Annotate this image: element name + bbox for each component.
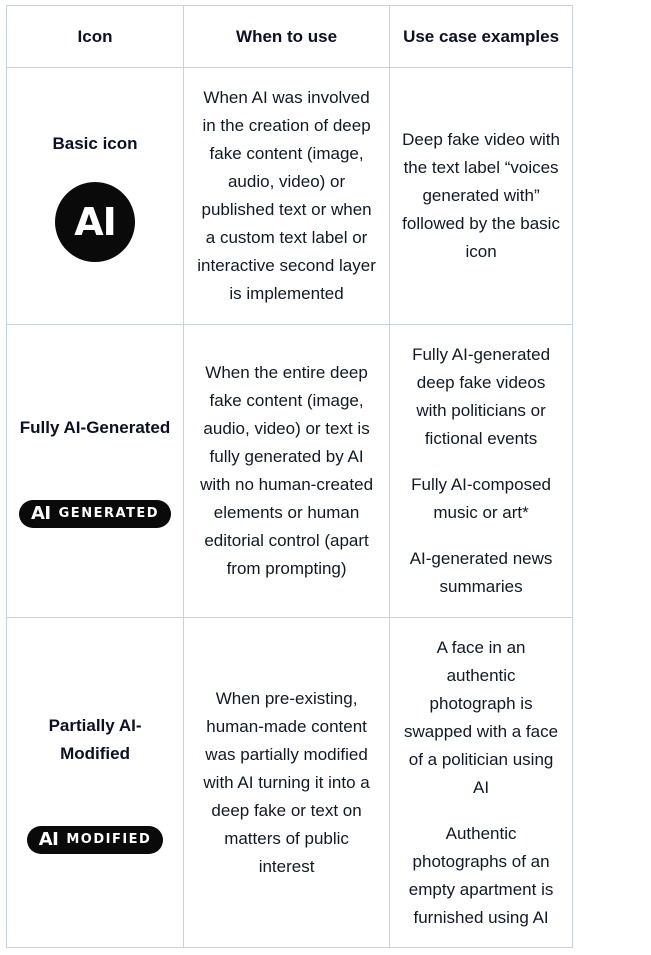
ai-generated-icon-word: GENERATED (58, 506, 160, 521)
examples-cell (390, 618, 573, 948)
when-cell (184, 618, 390, 948)
header-icon: Icon (7, 6, 184, 68)
when-cell (184, 325, 390, 618)
ai-generated-icon-ai: AI (31, 503, 51, 524)
examples-cell (390, 325, 573, 618)
icon-title: Fully AI-Generated (19, 418, 171, 437)
examples-cell (390, 68, 573, 325)
example-text: Fully AI-composed music or art* (411, 475, 551, 522)
ai-generated-icon (19, 500, 171, 528)
example-text: A face in an authentic photograph is swapped with a face of a politician using AI (404, 637, 559, 797)
icon-title: Partially AI-Modified (48, 715, 142, 763)
example-text: Deep fake video with the text label “voices generated with” followed by the basic icon (402, 130, 560, 261)
example-text: Authentic photographs of an empty apartment is furnished using AI (408, 823, 554, 927)
icon-title: Basic icon (52, 134, 138, 153)
when-cell (184, 68, 390, 325)
example-text: Fully AI-generated deep fake videos with politicians or fictional events (412, 345, 551, 448)
when-text: When pre-existing, human-made content was partially modified with AI turning it into a deep fake or text on matters of public interest (203, 688, 370, 876)
ai-basic-icon (55, 182, 135, 262)
ai-basic-icon-text: AI (74, 200, 116, 244)
when-text: When the entire deep fake content (image, audio, video) or text is fully generated by AI with no human-created elements or human editorial control (apart from prompting) (200, 363, 374, 578)
header-row (7, 6, 573, 68)
icon-cell (7, 325, 184, 618)
header-use-case-examples: Use case examples (390, 6, 573, 68)
ai-modified-icon (27, 826, 164, 854)
ai-modified-icon-word: MODIFIED (66, 831, 152, 847)
table-row (7, 325, 573, 618)
ai-modified-icon-ai: AI (38, 828, 59, 850)
table-row (7, 68, 573, 325)
ai-label-table (6, 5, 573, 948)
icon-cell (7, 618, 184, 948)
header-when-to-use: When to use (184, 6, 390, 68)
icon-cell (7, 68, 184, 325)
example-text: AI-generated news summaries (409, 549, 553, 596)
when-text: When AI was involved in the creation of deep fake content (image, audio, video) or published text or when a custom text label or interactive second layer is implemented (197, 88, 376, 303)
table-row (7, 618, 573, 948)
